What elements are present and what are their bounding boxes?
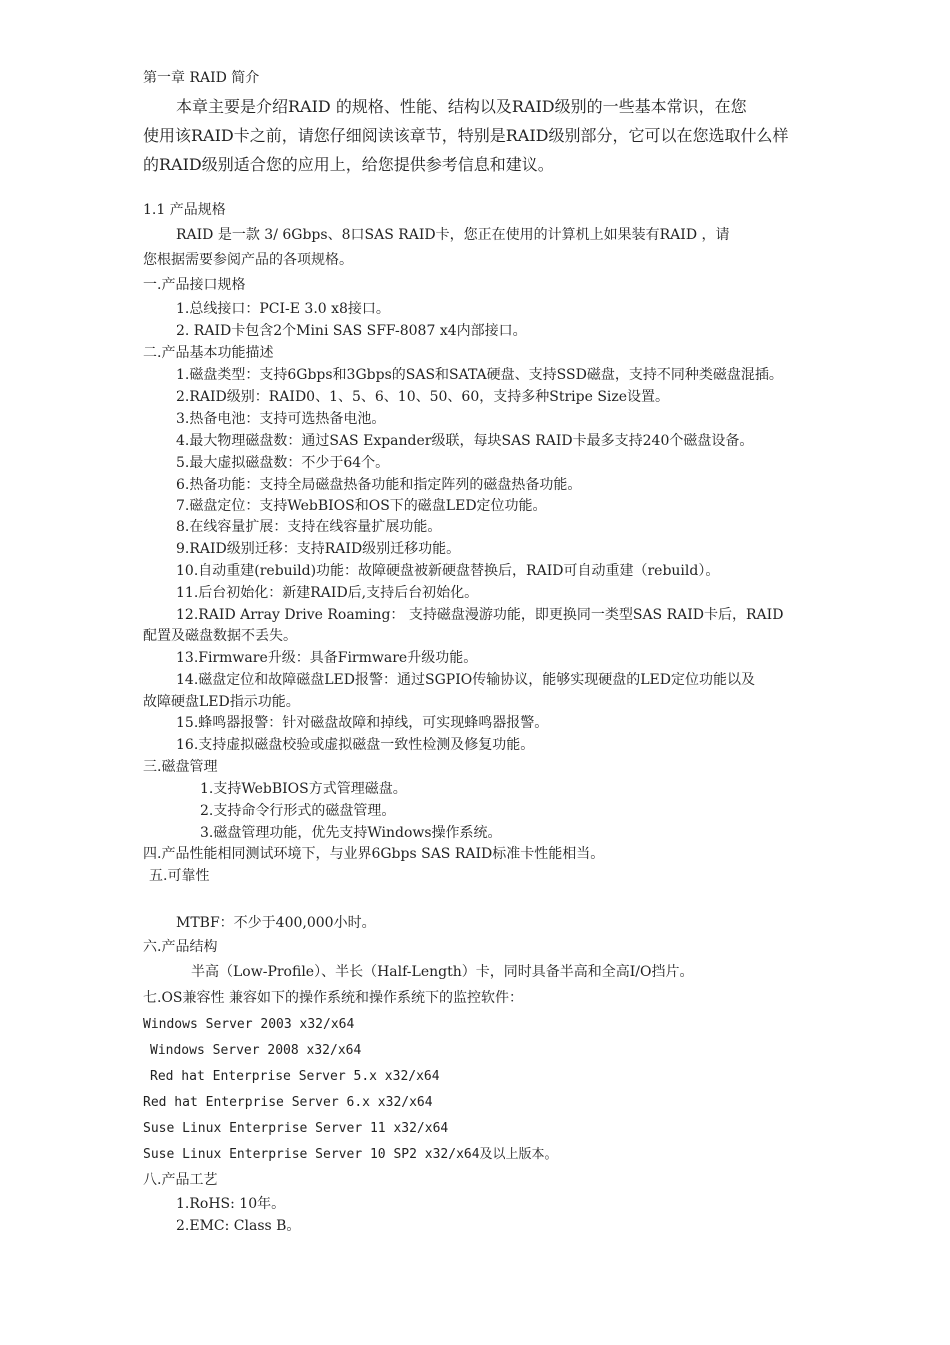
list-item-continuation: 配置及磁盘数据不丢失。 [143,628,297,644]
mtbf-line: MTBF：不少于400,000小时。 [176,915,376,931]
list-item: 2.支持命令行形式的磁盘管理。 [200,803,396,819]
section-heading: 二.产品基本功能描述 [143,345,274,361]
section-heading: 三.磁盘管理 [143,759,218,775]
os-item: Red hat Enterprise Server 5.x x32/x64 [150,1069,440,1084]
list-item: 16.支持虚拟磁盘校验或虚拟磁盘一致性检测及修复功能。 [176,737,535,753]
list-item: 3.热备电池：支持可选热备电池。 [176,411,386,427]
os-item: Suse Linux Enterprise Server 11 x32/x64 [143,1121,449,1136]
section-heading: 六.产品结构 [143,939,218,955]
list-item: 1.总线接口：PCI-E 3.0 x8接口。 [176,301,390,317]
os-item: Red hat Enterprise Server 6.x x32/x64 [143,1095,433,1110]
section-heading: 四.产品性能相同测试环境下，与业界6Gbps SAS RAID标准卡性能相当。 [143,846,605,862]
os-item: Suse Linux Enterprise Server 10 SP2 x32/x64及以上版本。 [143,1147,558,1162]
list-item: 14.磁盘定位和故障磁盘LED报警：通过SGPIO传输协议，能够实现硬盘的LED定位功能以及 [176,672,755,688]
list-item: 5.最大虚拟磁盘数：不少于64个。 [176,455,390,471]
os-item: Windows Server 2003 x32/x64 [143,1017,355,1032]
list-item: 3.磁盘管理功能，优先支持Windows操作系统。 [200,825,502,841]
list-item: 1.支持WebBIOS方式管理磁盘。 [200,781,407,797]
intro-line: 使用该RAID卡之前，请您仔细阅读该章节，特别是RAID级别部分，它可以在您选取什么样 [143,126,789,145]
list-item: 11.后台初始化：新建RAID后,支持后台初始化。 [176,585,479,601]
list-item: 12.RAID Array Drive Roaming： 支持磁盘漫游功能，即更换同一类型SAS RAID卡后，RAID [176,607,784,623]
intro-line: 的RAID级别适合您的应用上，给您提供参考信息和建议。 [143,155,554,174]
paragraph-line: 半高（Low-Profile）、半长（Half-Length）卡，同时具备半高和全高I/O挡片。 [191,964,694,980]
list-item: 15.蜂鸣器报警：针对磁盘故障和掉线，可实现蜂鸣器报警。 [176,715,549,731]
list-item: 2.EMC: Class B。 [176,1218,301,1234]
list-item: 1.磁盘类型：支持6Gbps和3Gbps的SAS和SATA硬盘、支持SSD磁盘，支持不同种类磁盘混插。 [176,367,783,383]
os-item: Windows Server 2008 x32/x64 [150,1043,362,1058]
section-heading-1-1: 1.1 产品规格 [143,202,226,218]
list-item: 13.Firmware升级：具备Firmware升级功能。 [176,650,478,666]
list-item: 7.磁盘定位：支持WebBIOS和OS下的磁盘LED定位功能。 [176,498,547,514]
list-item: 2. RAID卡包含2个Mini SAS SFF-8087 x4内部接口。 [176,323,527,339]
section-heading: 一.产品接口规格 [143,277,246,293]
list-item: 4.最大物理磁盘数：通过SAS Expander级联，每块SAS RAID卡最多支持240个磁盘设备。 [176,433,754,449]
section-heading: 五.可靠性 [149,868,210,884]
paragraph-line: RAID 是一款 3/ 6Gbps、8口SAS RAID卡，您正在使用的计算机上如果装有RAID ，请 [176,227,730,243]
intro-line: 本章主要是介绍RAID 的规格、性能、结构以及RAID级别的一些基本常识，在您 [176,97,747,116]
paragraph-line: 您根据需要参阅产品的各项规格。 [143,252,353,268]
chapter-title: 第一章 RAID 简介 [143,70,260,86]
list-item: 6.热备功能：支持全局磁盘热备功能和指定阵列的磁盘热备功能。 [176,477,582,493]
list-item-continuation: 故障硬盘LED指示功能。 [143,694,300,710]
list-item: 2.RAID级别：RAID0、1、5、6、10、50、60，支持多种Stripe Size设置。 [176,389,670,405]
list-item: 10.自动重建(rebuild)功能：故障硬盘被新硬盘替换后，RAID可自动重建（rebuild）。 [176,563,720,579]
list-item: 8.在线容量扩展：支持在线容量扩展功能。 [176,519,442,535]
section-heading: 八.产品工艺 [143,1172,218,1188]
section-heading: 七.OS兼容性 兼容如下的操作系统和操作系统下的监控软件： [143,990,523,1006]
list-item: 1.RoHS: 10年。 [176,1196,286,1212]
list-item: 9.RAID级别迁移：支持RAID级别迁移功能。 [176,541,461,557]
